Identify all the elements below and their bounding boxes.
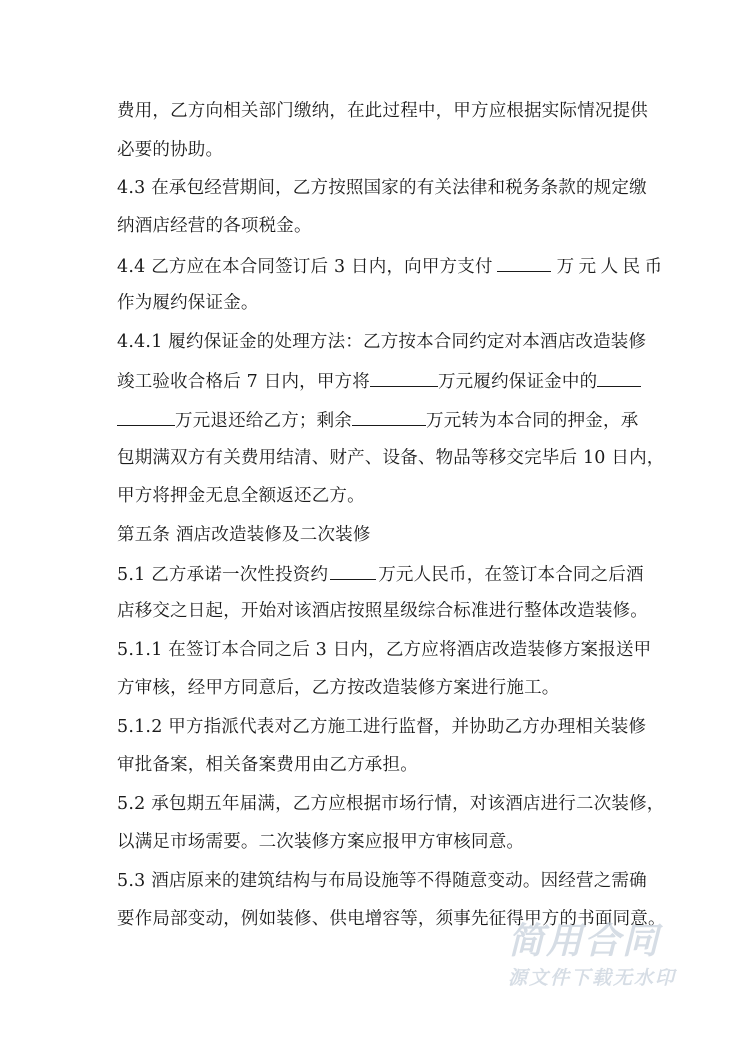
- text-line: [117, 407, 638, 433]
- text: 店移交之日起，开始对该酒店按照星级综合标准进行整体改造装修。: [117, 601, 648, 621]
- watermark-title: 简用合同: [508, 921, 661, 962]
- text: 甲方将押金无息全额返还乙方。: [117, 486, 365, 506]
- text-line: [117, 446, 665, 470]
- text-line: [117, 99, 648, 123]
- text: 万元转为本合同的押金，承: [426, 411, 639, 431]
- clause-4-3: [117, 176, 647, 200]
- text: 5.2 承包期五年届满，乙方应根据市场行情，对该酒店进行二次装修，: [117, 794, 665, 814]
- text-line: [117, 368, 641, 394]
- article-heading: [117, 523, 371, 547]
- fill-blank: [330, 561, 376, 580]
- clause-5-3: [117, 869, 647, 893]
- text: 纳酒店经营的各项税金。: [117, 216, 312, 236]
- text: 要作局部变动，例如装修、供电增容等，须事先征得甲方的书面同意。: [117, 909, 666, 929]
- watermark-subtitle: 源文件下载无水印: [508, 967, 677, 989]
- clause-5-1: [117, 561, 644, 587]
- text: 5.1.1 在签订本合同之后 3 日内，乙方应将酒店改造装修方案报送甲: [117, 640, 652, 660]
- text: 4.4 乙方应在本合同签订后 3 日内，向甲方支付: [117, 257, 493, 277]
- text: 5.1.2 甲方指派代表对乙方施工进行监督，并协助乙方办理相关装修: [117, 717, 647, 737]
- fill-blank: [352, 407, 426, 426]
- text: 5.1 乙方承诺一次性投资约: [117, 565, 329, 585]
- clause-4-4-1: [117, 330, 646, 354]
- text: 方审核，经甲方同意后，乙方按改造装修方案进行施工。: [117, 678, 560, 698]
- text-line: [117, 676, 560, 700]
- text-line: [117, 907, 666, 931]
- text: 万元退还给乙方；剩余: [175, 411, 352, 431]
- fill-blank: [597, 368, 641, 387]
- clause-5-1-1: [117, 638, 651, 662]
- fill-blank: [497, 253, 551, 272]
- text: 竣工验收合格后 7 日内，甲方将: [117, 372, 370, 392]
- text-line: [117, 138, 223, 162]
- text-line: [117, 291, 259, 315]
- text: 审批备案，相关备案费用由乙方承担。: [117, 755, 418, 775]
- clause-5-2: [117, 792, 665, 816]
- clause-5-1-2: [117, 715, 646, 739]
- fill-blank: [370, 368, 438, 387]
- text: 费用，乙方向相关部门缴纳，在此过程中，甲方应根据实际情况提供: [117, 101, 648, 121]
- text: 包期满双方有关费用结清、财产、设备、物品等移交完毕后 10 日内，: [117, 448, 665, 468]
- text: 以满足市场需要。二次装修方案应报甲方审核同意。: [117, 832, 525, 852]
- fill-blank: [117, 407, 175, 426]
- text: 必要的协助。: [117, 140, 224, 160]
- text: 万元人民币: [556, 257, 667, 277]
- text: 万元履约保证金中的: [437, 372, 598, 392]
- clause-4-4: [117, 253, 667, 279]
- text: 5.3 酒店原来的建筑结构与布局设施等不得随意变动。因经营之需确: [117, 871, 647, 891]
- text: 作为履约保证金。: [117, 293, 259, 313]
- text: 第五条 酒店改造装修及二次装修: [117, 525, 371, 545]
- text: 万元人民币，在签订本合同之后酒: [378, 565, 644, 585]
- text-line: [117, 484, 365, 508]
- text: 4.3 在承包经营期间，乙方按照国家的有关法律和税务条款的规定缴: [117, 178, 647, 198]
- text-line: [117, 599, 648, 623]
- text-line: [117, 830, 524, 854]
- text: 4.4.1 履约保证金的处理方法：乙方按本合同约定对本酒店改造装修: [117, 332, 647, 352]
- text-line: [117, 753, 418, 777]
- text-line: [117, 214, 312, 238]
